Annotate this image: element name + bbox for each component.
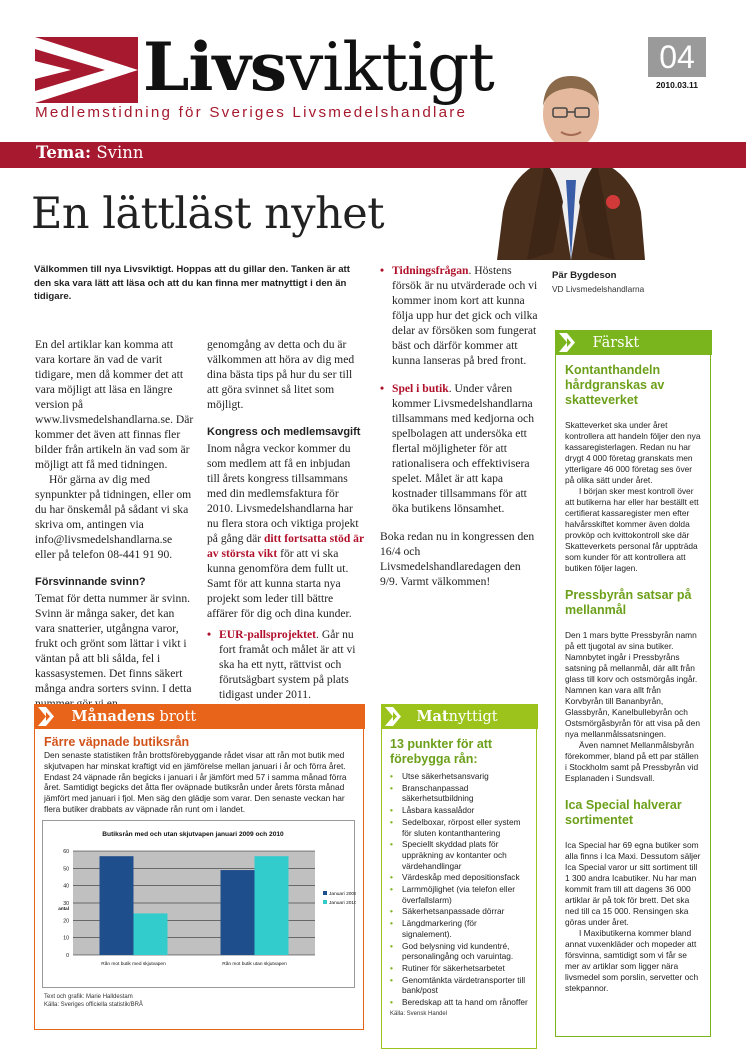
col2-bullet-eur-text: . Går nu fort framåt och målet är att vi ska ha ett nytt, rättvist och förutsägbart system på plats tidigast under 2011. — [219, 628, 356, 701]
manadens-header-bold: Månadens — [71, 708, 155, 725]
chart-y-tick-label: 30 — [63, 901, 69, 907]
chart-title: Butiksrån med och utan skjutvapen januari 2009 och 2010 — [102, 831, 284, 838]
issue-number: 04 — [659, 39, 695, 75]
matnyttigt-box — [381, 704, 537, 1049]
lead-text: Välkommen till nya Livsviktigt. Hoppas att du gillar den. Tanken är att den ska vara lätt att läsa och att du kan finna mer matnyttigt i den än tidigare. — [34, 264, 350, 303]
masthead-subtitle: Medlemstidning för Sveriges Livsmedelshandlare — [35, 104, 468, 121]
chart-legend-swatch — [323, 891, 327, 895]
manadens-credit-1: Text och grafik: Marie Halldestam — [44, 994, 133, 1000]
chart-legend-swatch — [323, 900, 327, 904]
col2-p2-highlight: ditt fortsatta stöd är av största vikt — [207, 532, 364, 560]
matnyttigt-list-item: • Låsbara kassalådor — [390, 805, 528, 816]
chart-y-tick-label: 0 — [66, 953, 69, 959]
chart-y-tick-label: 60 — [63, 849, 69, 855]
matnyttigt-list-item: • Rutiner för säkerhetsarbetet — [390, 963, 528, 974]
farskt-article2-p1: Den 1 mars bytte Pressbyrån namn på ett tjugotal av sina butiker. Namnbytet ingår i Pressbyråns satsning på mellanmål, där allt från glass till korv och ostsmörgås ingår. Namnen kan vara allt från Korvbyrån till Bananbyrån, Glassbyrån, Kanelbullebyrån och Ostsmörgåsbyrån för att visa på den nya mellanmålssatsningen. — [565, 630, 700, 739]
matnyttigt-header — [381, 704, 538, 729]
farskt-article1-p1: Skatteverket ska under året kontrollera att handeln följer den nya kassaregisterlagen. Redan nu har drygt 4 000 företag granskats men ytterligare 46 000 företag ses över på olika sätt under året. — [565, 420, 701, 485]
matnyttigt-header-light: nyttigt — [448, 709, 498, 725]
chart-legend-label: Januari 2009 — [329, 892, 356, 897]
matnyttigt-list-item: • Branschanpassad säkerhetsutbildning — [390, 783, 528, 804]
masthead-title-light: viktigt — [286, 29, 494, 106]
col2-p2-end: för att vi ska kunna genomföra dem fullt ut. Samt för att kunna starta nya projekt som leder till bättre affärer för dig och dina kunder. — [207, 547, 352, 620]
farskt-article3-p2: I Maxibutikerna kommer bland annat vuxenkläder och mopeder att försvinna, samtidigt som vi får se mer av artiklar som ligger nära livsmedel som porslin, servetter och stekpannor. — [565, 928, 699, 993]
masthead-title — [143, 24, 494, 111]
theme-value: Svinn — [96, 143, 144, 162]
matnyttigt-list-item: • Längdmarkering (för signalement). — [390, 918, 528, 939]
manadens-credit-2: Källa: Sveriges officiella statistik/BRÅ — [44, 1002, 143, 1008]
col3-bullet-spel — [380, 381, 540, 516]
col2-paragraph-1: genomgång av detta och du är välkommen att höra av dig med dina bästa tips på hur du ser till att göra svinnet så litet som möjligt. — [207, 338, 355, 411]
farskt-article3-title: Ica Special halverar sortimentet — [565, 798, 682, 827]
matnyttigt-list-item: • Värdeskåp med depositionsfack — [390, 872, 528, 883]
col1-paragraph-1: En del artiklar kan komma att vara kortare än vad de varit tidigare, men då kommer det att vara möjligt att läsa en längre version på www.livsmedelshandlarna.se. Där kommer det även att finnas fler bilder från artikeln än vad som är möjligt att få med tidningen. — [35, 338, 194, 471]
farskt-article1-title: Kontanthandeln hårdgranskas av skatteverket — [565, 363, 665, 407]
matnyttigt-list-item: • Larmmöjlighet (via telefon eller överfallslarm) — [390, 884, 528, 905]
col3-bullet1-text: . Höstens försök är nu utvärderade och vi kommer inom kort att kunna följa upp hur det gick och vilka delar av försöken som fungerat bäst och därför kommer att kunna lanseras på bred front. — [392, 264, 538, 367]
col2-heading: Kongress och medlemsavgift — [207, 426, 361, 438]
matnyttigt-list — [390, 771, 528, 1008]
col2-bullet-eur — [207, 627, 365, 702]
farskt-header-label: Färskt — [592, 334, 640, 351]
chevron-right-icon — [34, 704, 62, 729]
col1-paragraph-3: Temat för detta nummer är svinn. Svinn är många saker, det kan vara snatterier, utgångna varor, frukt och grönt som lättar i vikt i väntan på att bli sålda, fel i kassasystemen. Det finns säkert många andra sorters svinn. I detta — [35, 592, 192, 695]
chart-bar — [221, 870, 255, 955]
column-2 — [207, 337, 365, 702]
col3-bullet1-title: Tidningsfrågan — [392, 264, 469, 277]
matnyttigt-source: Källa: Svensk Handel — [390, 1010, 448, 1017]
farskt-article2-p2: Även namnet Mellanmålsbyrån förekommer, bland på ett par ställen i Stockholm samt på Pressbyrån vid Esplanaden i Sundsvall. — [565, 740, 699, 783]
headline: En lättläst nyhet — [31, 189, 385, 239]
theme-bar — [0, 142, 746, 168]
robbery-chart — [42, 820, 355, 988]
chevron-right-icon — [381, 704, 409, 729]
masthead-title-bold: Livs — [143, 28, 286, 106]
chart-y-axis-label: antal — [58, 906, 69, 912]
column-1 — [35, 337, 195, 711]
matnyttigt-list-item: • Speciellt skyddad plats för uppräkning av kontanter och värdehandlingar — [390, 839, 528, 871]
matnyttigt-list-item: • Utse säkerhetsansvarig — [390, 771, 528, 782]
manadens-title: Färre väpnade butiksrån — [44, 735, 190, 749]
col3-bullet2-title: Spel i butik — [392, 382, 449, 395]
chart-x-tick-label: Rån mot butik med skjutvapen — [101, 962, 166, 967]
col1-paragraph-2: Hör gärna av dig med synpunkter på tidningen, eller om du har önskemål på sådant vi ska skriva om, antingen via info@livsmedelshandlarna.se eller på telefon 08-441 91 90. — [35, 473, 192, 561]
col3-bullet-tidning — [380, 263, 540, 368]
farskt-article3-p1: Ica Special har 69 egna butiker som alla finns i Ica Maxi. Dessutom säljer Ica Special varor ur sitt sortiment till 1 300 andra Icabutiker. Nu har man kommit fram till att dagens 36 000 artiklar är på tok för brett. Det ska ned till ca 15 000. Rensingen ska göras under året. — [565, 840, 701, 927]
chart-bar — [255, 856, 289, 955]
chart-legend-label: Januari 2010 — [329, 901, 356, 906]
matnyttigt-list-item: • Beredskap att ta hand om rånoffer — [390, 997, 528, 1008]
matnyttigt-list-item: • God belysning vid kundentré, personalingång och varuintag. — [390, 941, 528, 962]
col2-p2-start: Inom några veckor kommer du som medlem att få en inbjudan till årets kongress tillsammans med din medlemsfaktura för 2010. Livsmedelshandlarna har nu flera stora och viktiga projekt på gång där — [207, 442, 359, 545]
chart-bar — [134, 913, 168, 955]
farskt-article1-p2: I början sker mest kontroll över att butikerna har eller har beställt ett certifierat kassaregister men efter halvårsskiftet kommer även dolda provköp och kvittokontroll ske där Skatteverkets personal får uppträda som kunder för att kontrollera att butiken följer lagen. — [565, 486, 699, 573]
col2-bullet-eur-title: EUR-pallsprojektet — [219, 628, 317, 641]
manadens-header — [34, 704, 365, 729]
masthead-logo-mark — [35, 37, 138, 103]
theme-label: Tema: — [36, 143, 92, 162]
manadens-header-light: brott — [154, 709, 197, 725]
col3-closing: Boka redan nu in kongressen den 16/4 och Livsmedelshandlaredagen den 9/9. Varmt välkommen! — [380, 530, 535, 588]
col3-bullet2-text: . Under våren kommer Livsmedelshandlarna tillsammans med kedjorna och spelbolagen att undersöka ett flertal möjligheter för att rationalisera och effektivisera spelet. Målet är att kapa kostnader tillsammans för att öka butikens lönsamhet. — [392, 382, 534, 515]
manadens-header-label — [72, 708, 197, 725]
matnyttigt-list-item: • Genomtänkta värdetransporter till bank/post — [390, 975, 528, 996]
farskt-box — [555, 330, 711, 1037]
portrait-name: Pär Bygdeson — [552, 270, 617, 281]
column-3 — [380, 263, 540, 589]
matnyttigt-list-item: • Säkerhetsanpassade dörrar — [390, 906, 528, 917]
col1-heading: Försvinnande svinn? — [35, 576, 146, 588]
chart-y-tick-label: 20 — [63, 918, 69, 925]
col2-paragraph-2 — [207, 441, 365, 621]
matnyttigt-title: 13 punkter för att förebygga rån: — [390, 737, 493, 766]
portrait-title: VD Livsmedelshandlarna — [552, 284, 645, 294]
issue-date: 2010.03.11 — [655, 80, 699, 90]
matnyttigt-header-label — [417, 708, 498, 725]
matnyttigt-header-bold: Mat — [416, 708, 449, 725]
farskt-article2-title: Pressbyrån satsar på mellanmål — [565, 588, 692, 617]
chart-bar — [100, 856, 134, 955]
farskt-header — [555, 330, 712, 355]
chart-y-tick-label: 10 — [63, 935, 69, 942]
matnyttigt-list-item: • Sedelboxar, rörpost eller system för sluten kontanthantering — [390, 817, 528, 838]
manadens-brott-box — [34, 704, 364, 1030]
manadens-text: Den senaste statistiken från brottsförebyggande rådet visar att rån mot butik med skjutvapen har minskat kraftigt vid en jämförelse mellan januari i år och förra året. Endast 24 väpnade rån begicks i januari i år jämfört med 57 i samma månad förra året. Samtidigt begicks det åtta fler oväpnade butiksrån under årets första månad jämfört med januari i fjol. Men säg den glädje som varar. Den senaste veckan har flera butiker drabbats av väpnade rån runt om i landet. — [44, 750, 347, 814]
issue-number-box — [648, 37, 706, 77]
chart-y-tick-label: 40 — [63, 883, 69, 890]
chevron-right-icon — [555, 330, 583, 355]
chart-x-tick-label: Rån mot butik utan skjutvapen — [222, 962, 287, 967]
chart-y-tick-label: 50 — [63, 866, 69, 873]
